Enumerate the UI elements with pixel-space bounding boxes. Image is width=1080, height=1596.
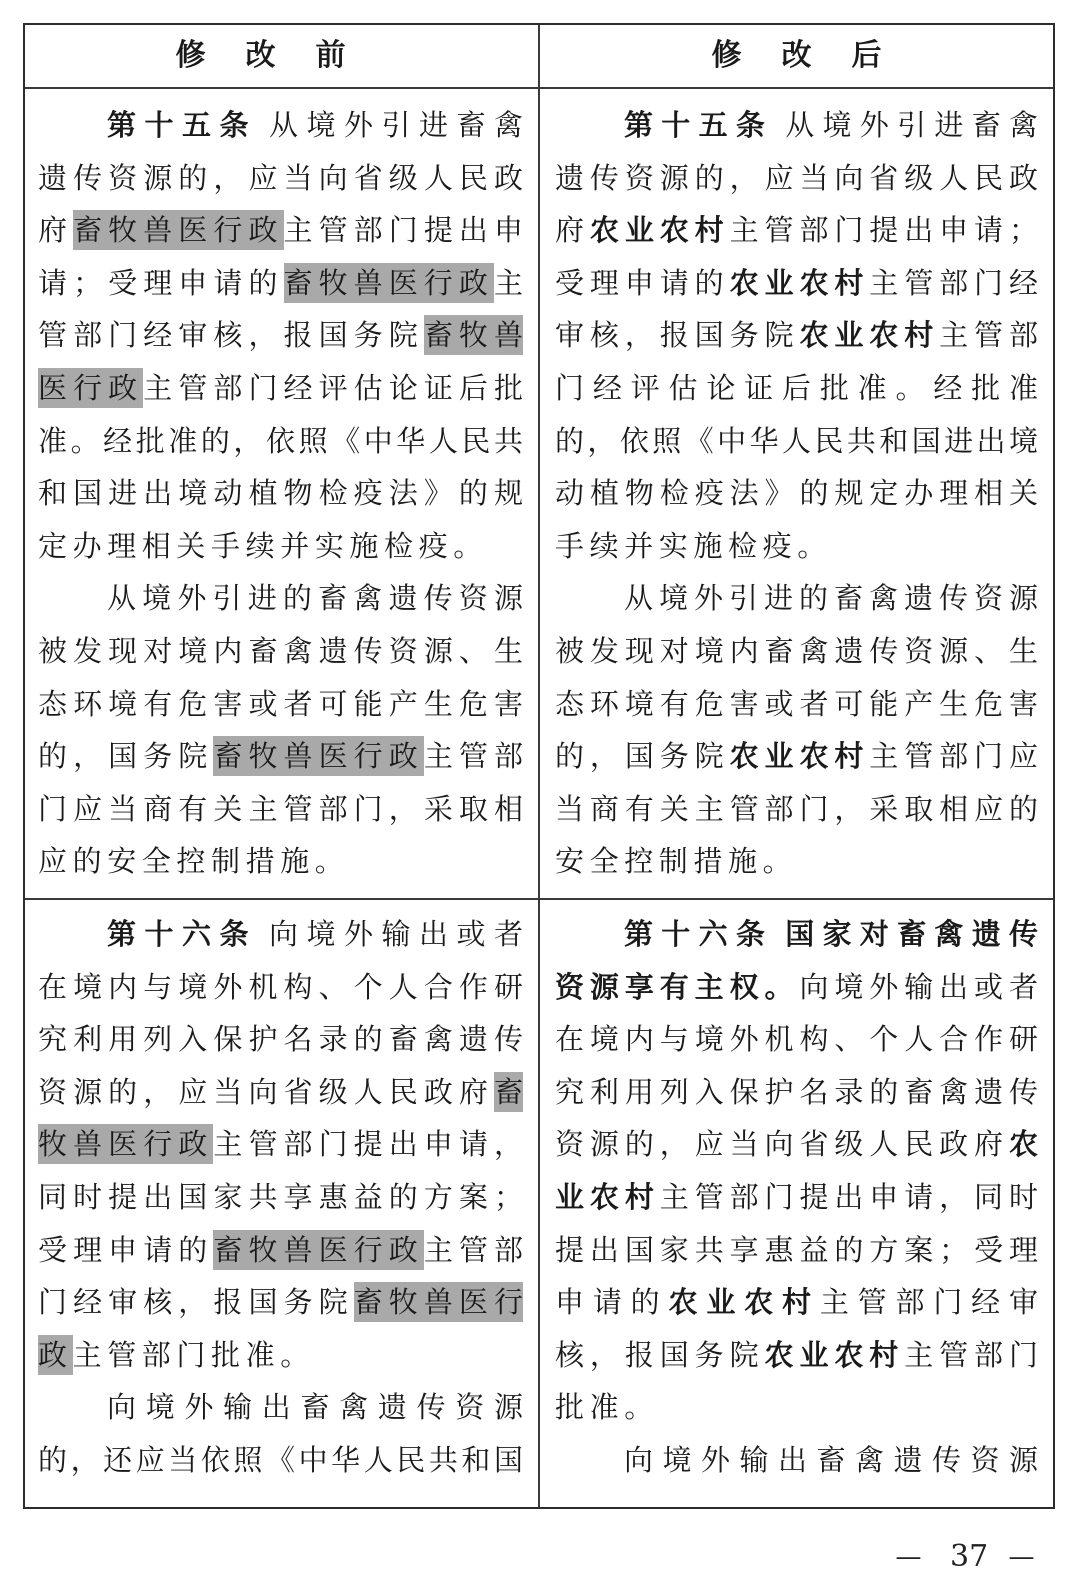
text-line <box>555 572 1038 625</box>
added-term: 农业农村 <box>668 1285 820 1320</box>
article-15-before-cell <box>25 89 540 900</box>
text: 主管部门经审 <box>819 1285 1038 1320</box>
deleted-term: 医行政 <box>38 368 143 408</box>
text-line <box>555 625 1038 678</box>
text: 审核，报国务院 <box>555 318 800 353</box>
added-term: 业农村 <box>555 1179 660 1214</box>
comparison-table <box>23 23 1055 1509</box>
deleted-term: 畜牧兽医行 <box>354 1282 523 1322</box>
text: 的，依照《中华人民共和国进出境 <box>555 423 1038 458</box>
deleted-term: 政 <box>38 1335 73 1375</box>
text: 主管部门经 <box>869 265 1038 300</box>
text-line <box>38 204 523 257</box>
text: 向境外输出或者 <box>799 969 1038 1004</box>
deleted-term: 畜牧兽医行政 <box>213 736 423 776</box>
text: 受理申请的 <box>38 1232 214 1267</box>
text-line <box>38 467 523 520</box>
text: 主管部门经评估论证后批 <box>143 370 523 405</box>
text-line <box>555 783 1038 836</box>
text: 主管部门提出申请，同时 <box>659 1179 1038 1214</box>
text: 的，国务院 <box>38 739 214 774</box>
text: 究利用列入保护名录的畜禽遗传 <box>555 1074 1038 1109</box>
text: 究利用列入保护名录的畜禽遗传 <box>38 1022 523 1057</box>
text-line <box>38 678 523 731</box>
text: 府 <box>555 213 590 248</box>
header-after <box>540 25 1053 89</box>
text: 府 <box>38 213 74 248</box>
text: 的，国务院 <box>555 739 730 774</box>
text: 门经评估论证后批准。经批准 <box>555 370 1038 405</box>
text: 向境外输出或者 <box>269 917 523 951</box>
text: 定办理相关手续并实施检疫。 <box>38 528 488 563</box>
added-term: 农业农村 <box>729 739 870 774</box>
text: 主管部门应 <box>869 739 1038 774</box>
text-line <box>38 1276 523 1329</box>
text: 主管部 <box>423 739 523 774</box>
text-line <box>555 99 1038 152</box>
added-term: 农业农村 <box>764 1337 905 1372</box>
text: 从境外引进的畜禽遗传资源 <box>107 581 523 616</box>
text-line <box>555 1224 1038 1277</box>
text: 资源的，应当向省级人民政府 <box>38 1074 494 1109</box>
text: 手续并实施检疫。 <box>555 528 832 563</box>
text-line <box>555 520 1038 573</box>
page-number-dash-left: — <box>895 1542 922 1572</box>
text-line <box>38 309 523 362</box>
article-number: 第十五条 <box>107 108 257 142</box>
page-number-dash-right: — <box>1008 1542 1035 1572</box>
article-16-after-cell <box>540 900 1053 1507</box>
text-line <box>555 1381 1038 1434</box>
text: 从境外引进畜禽 <box>269 108 523 142</box>
deleted-term: 畜牧兽医行政 <box>284 263 494 303</box>
text: 资源的，应当向省级人民政府 <box>555 1127 1009 1162</box>
text-line <box>555 1276 1038 1329</box>
text: 安全控制措施。 <box>555 844 798 879</box>
text-line <box>555 467 1038 520</box>
text: 遗传资源的，应当向省级人民政 <box>555 160 1038 195</box>
page-number: 37 <box>950 1539 989 1574</box>
text-line <box>555 730 1038 783</box>
article-15-after-cell <box>540 89 1053 900</box>
text: 主管部门提出申 <box>283 213 523 248</box>
header-before <box>25 25 540 89</box>
text-line <box>555 362 1038 415</box>
text: 主管部门 <box>904 1337 1038 1372</box>
text-line <box>38 908 523 961</box>
article-number: 第十五条 <box>624 108 774 142</box>
text: 态环境有危害或者可能产生危害 <box>38 686 523 721</box>
text-line <box>555 835 1038 888</box>
added-term: 农业农村 <box>799 318 940 353</box>
deleted-term: 畜牧兽 <box>424 315 523 355</box>
text-line <box>38 152 523 205</box>
text: 管部门经审核，报国务院 <box>38 318 424 353</box>
text-line <box>555 1066 1038 1119</box>
text: 在境内与境外机构、个人合作研 <box>38 969 523 1004</box>
text-line <box>38 730 523 783</box>
text: 从境外引进畜禽 <box>785 108 1038 142</box>
deleted-term: 畜 <box>494 1072 523 1112</box>
text: 向境外输出畜禽遗传资源 <box>624 1442 1038 1477</box>
added-term: 农业农村 <box>729 265 870 300</box>
text: 被发现对境内畜禽遗传资源、生 <box>38 633 523 668</box>
text: 在境内与境外机构、个人合作研 <box>555 1022 1038 1057</box>
text-line <box>555 152 1038 205</box>
text: 受理申请的 <box>555 265 730 300</box>
text: 态环境有危害或者可能产生危害 <box>555 686 1038 721</box>
text: 应的安全控制措施。 <box>38 844 350 879</box>
text-line <box>555 1013 1038 1066</box>
text: 准。经批准的，依照《中华人民共 <box>38 423 523 458</box>
text: 同时提出国家共享惠益的方案； <box>38 1179 523 1214</box>
text-line <box>38 257 523 310</box>
text: 请；受理申请的 <box>38 265 284 300</box>
added-clause: 资源享有主权。 <box>555 969 800 1004</box>
text-line <box>38 99 523 152</box>
text-line <box>38 961 523 1014</box>
text: 主管部门批准。 <box>72 1337 315 1372</box>
text: 动植物检疫法》的规定办理相关 <box>555 476 1038 511</box>
text-line <box>555 908 1038 961</box>
added-term: 农业农村 <box>589 213 730 248</box>
text-line <box>38 1329 523 1382</box>
header-after-label: 修改后 <box>711 38 922 73</box>
text-line <box>555 678 1038 731</box>
text: 的，还应当依照《中华人民共和国 <box>38 1442 523 1477</box>
added-clause: 国家对畜禽遗传 <box>785 917 1038 951</box>
text: 从境外引进的畜禽遗传资源 <box>624 581 1038 616</box>
header-before-label: 修改前 <box>175 38 386 73</box>
text-line <box>38 1381 523 1434</box>
text-line <box>38 625 523 678</box>
article-number: 第十六条 <box>107 917 257 951</box>
text-line <box>555 204 1038 257</box>
text: 当商有关主管部门，采取相应的 <box>555 791 1038 826</box>
text-line <box>38 362 523 415</box>
text-line <box>38 1118 523 1171</box>
article-16-before-cell <box>25 900 540 1507</box>
text-line <box>38 1171 523 1224</box>
text-line <box>555 309 1038 362</box>
text: 批准。 <box>555 1390 659 1425</box>
text-line <box>555 415 1038 468</box>
text: 主 <box>493 265 523 300</box>
text: 主管部 <box>423 1232 523 1267</box>
text: 被发现对境内畜禽遗传资源、生 <box>555 633 1038 668</box>
text: 核，报国务院 <box>555 1337 765 1372</box>
deleted-term: 畜牧兽医行政 <box>73 210 283 250</box>
text-line <box>38 415 523 468</box>
text-line <box>555 1434 1038 1487</box>
text-line <box>38 572 523 625</box>
text-line <box>38 1013 523 1066</box>
text: 主管部门提出申请； <box>729 213 1038 248</box>
text: 提出国家共享惠益的方案；受理 <box>555 1232 1038 1267</box>
article-number: 第十六条 <box>624 917 774 951</box>
text: 主管部 <box>939 318 1038 353</box>
text-line <box>38 1434 523 1487</box>
added-term: 农 <box>1008 1127 1038 1162</box>
text-line <box>555 1171 1038 1224</box>
text-line <box>38 835 523 888</box>
text: 向境外输出畜禽遗传资源 <box>107 1390 523 1425</box>
text-line <box>555 1329 1038 1382</box>
text-line <box>38 520 523 573</box>
text: 遗传资源的，应当向省级人民政 <box>38 160 523 195</box>
text-line <box>38 783 523 836</box>
text: 门应当商有关主管部门，采取相 <box>38 791 523 826</box>
text-line <box>555 257 1038 310</box>
text-line <box>38 1066 523 1119</box>
text: 主管部门提出申请， <box>213 1127 523 1162</box>
text-line <box>38 1224 523 1277</box>
text-line <box>555 1118 1038 1171</box>
text: 申请的 <box>555 1285 669 1320</box>
text: 和国进出境动植物检疫法》的规 <box>38 476 523 511</box>
deleted-term: 畜牧兽医行政 <box>213 1230 423 1270</box>
page-footer <box>893 1541 1037 1573</box>
deleted-term: 牧兽医行政 <box>38 1124 213 1164</box>
text-line <box>555 961 1038 1014</box>
text: 门经审核，报国务院 <box>38 1285 354 1320</box>
